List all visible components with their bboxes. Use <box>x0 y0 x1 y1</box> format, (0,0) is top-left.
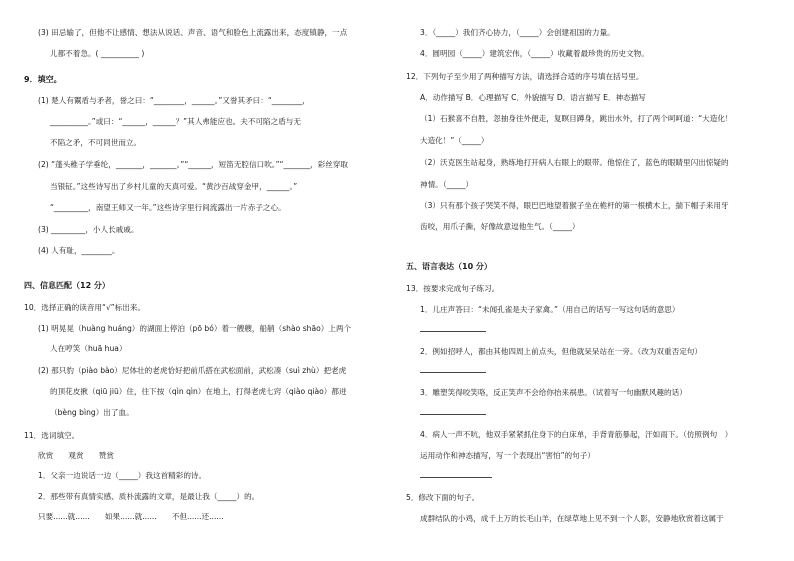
q9-heading: 9．填空。 <box>24 75 62 84</box>
q5-sentence-line: 成群结队的小鸡，成千上万的长毛山羊，在绿草地上见不到一个人影，安静地欣赏着这属于 <box>420 514 724 523</box>
q12-heading: 12．下列句子至少用了两种描写方法，请选择合适的序号填在括号里。 <box>406 72 644 81</box>
q13-1-line: 1．儿庄声答曰：“未闻孔雀是夫子家禽。”（用自己的话写一写这句话的意思） <box>420 305 680 314</box>
q12-1-line1: （1）石猴喜不自胜，忽抽身往外便走，复瞑目蹲身，跳出水外，打了两个呵呵道：“大造化！ <box>420 114 733 123</box>
q9-2-line1: (2) “蓬头稚子学垂纶，_______，_______。”“______，短笛无腔信口吹。”“_______，彩丝穿取 <box>38 160 349 169</box>
q12-3-line1: （3）只有那个孩子哭笑不得，眼巴巴地望着猴子坐在桅杆的第一根横木上，揣下帽子来用牙 <box>420 201 729 210</box>
q9-1-line1: (1) 楚人有鬻盾与矛者，誉之曰：“________，______。”又誉其矛曰：“________， <box>38 96 310 105</box>
q12-2-line2: 神情。（_____） <box>420 180 474 189</box>
q12-2-line1: （2）沃克医生站起身，熟练地打开病人右眼上的眼带。他惊住了，蓝色的眼睛里闪出惊疑的 <box>420 158 729 167</box>
q12-options: A．动作描写 B．心理描写 C．外貌描写 D．语言描写 E．神态描写 <box>420 93 646 102</box>
q11-1-line: 1．父亲一边说话一边（_____）我这首精彩的诗。 <box>38 471 207 480</box>
q13-3-line: 3．雕塑笑得咬笑咯，反正笑声不会给你抬来祸患。（试着写一句幽默风趣的话） <box>420 388 687 397</box>
q13-2-line: 2．例如招呼人，都由其他四周上前点头，但他就呆呆站在一旁。（改为双重否定句） <box>420 347 702 356</box>
q9-3-line: (3) _________，小人长戚戚。 <box>38 225 139 234</box>
q13-1-answer-line[interactable] <box>420 331 486 332</box>
q9-2-line2: 当银钲。”这些诗写出了乡村儿童的天真可爱。“黄沙百战穿金甲，______。” <box>50 182 298 191</box>
q11-4-line: 4．圆明园（_____）建筑宏伟，（_____）收藏着最珍贵的历史文物。 <box>420 49 649 58</box>
q10-2-line3: （bèng bìng）出了血。 <box>50 408 134 417</box>
q13-3-answer-line[interactable] <box>420 414 486 415</box>
q9-1-line3: 不陷之矛，不可同世而立。 <box>50 138 142 147</box>
q11-3-line: 3．（_____）我们齐心协力，（_____）会创建祖国的力量。 <box>420 28 615 37</box>
q9-2-line3: “_________，南望王师又一年。”这些诗字里行间流露出一片赤子之心。 <box>50 203 286 212</box>
q12-1-line2: 大造化！”（_____） <box>420 136 489 145</box>
q9-4-line: (4) 人有耻，________。 <box>38 246 120 255</box>
q10-2-line1: (2) 那只豹（piào bào）尼体壮的老虎恰好把前爪搭在武松面前，武松凑（suì zhù）把老虎 <box>38 366 347 375</box>
q11-heading: 11．选词填空。 <box>24 431 80 440</box>
q9-1-line2: __________。”或曰：“______，______？”其人弗能应也。夫不可陷之盾与无 <box>50 117 301 126</box>
section-5-heading: 五、语言表达（10 分） <box>406 262 492 271</box>
q8-3-line2: 儿都不着急。( __________ ) <box>50 49 145 58</box>
q13-4-answer-line[interactable] <box>420 477 492 478</box>
section-4-heading: 四、信息匹配（12 分） <box>24 281 110 290</box>
q13-4-line1: 4．病人一声不吭，他双手紧紧抓住身下的白床单，手背青筋暴起，汗如雨下。（仿照例句 ） <box>420 430 733 439</box>
q11-conjunction-bank: 只要......就...... 如果......就...... 不但......还...... <box>38 512 224 521</box>
q10-1-line2: 人在哼笑（huā hua） <box>50 344 127 353</box>
q12-3-line2: 齿咬，用爪子撕，好像故意逗他生气。（_____） <box>420 222 580 231</box>
q5-heading: 5．修改下面的句子。 <box>406 493 480 502</box>
q13-heading: 13．按要求完成句子练习。 <box>406 284 500 293</box>
q11-word-bank: 欣赏 观赏 赞赏 <box>38 451 114 460</box>
q13-4-line2: 运用动作和神态描写，写一个表现出“害怕”的句子） <box>420 451 595 460</box>
q11-2-line: 2．那些带有真情实感、质朴流露的文章，是最让我（_____）的。 <box>38 492 260 501</box>
q13-2-answer-line[interactable] <box>420 372 486 373</box>
q10-2-line2: 的顶花皮揪（qiū jiū）住，往下按（qìn qìn）在地上，打得老虎七窍（qiào qiào）都迸 <box>50 387 347 396</box>
q10-1-line1: (1) 明晃晃（huàng huáng）的湖面上停泊（pō bó）着一艘艘，船艄（shào shāo）上两个 <box>38 324 352 333</box>
q8-3-line1: (3) 田忌输了，但他不让感情、想法从说话、声音、语气和脸色上流露出来，态度镇静，一点 <box>38 28 348 37</box>
q10-heading: 10．选择正确的读音用“√”标出来。 <box>24 303 146 312</box>
